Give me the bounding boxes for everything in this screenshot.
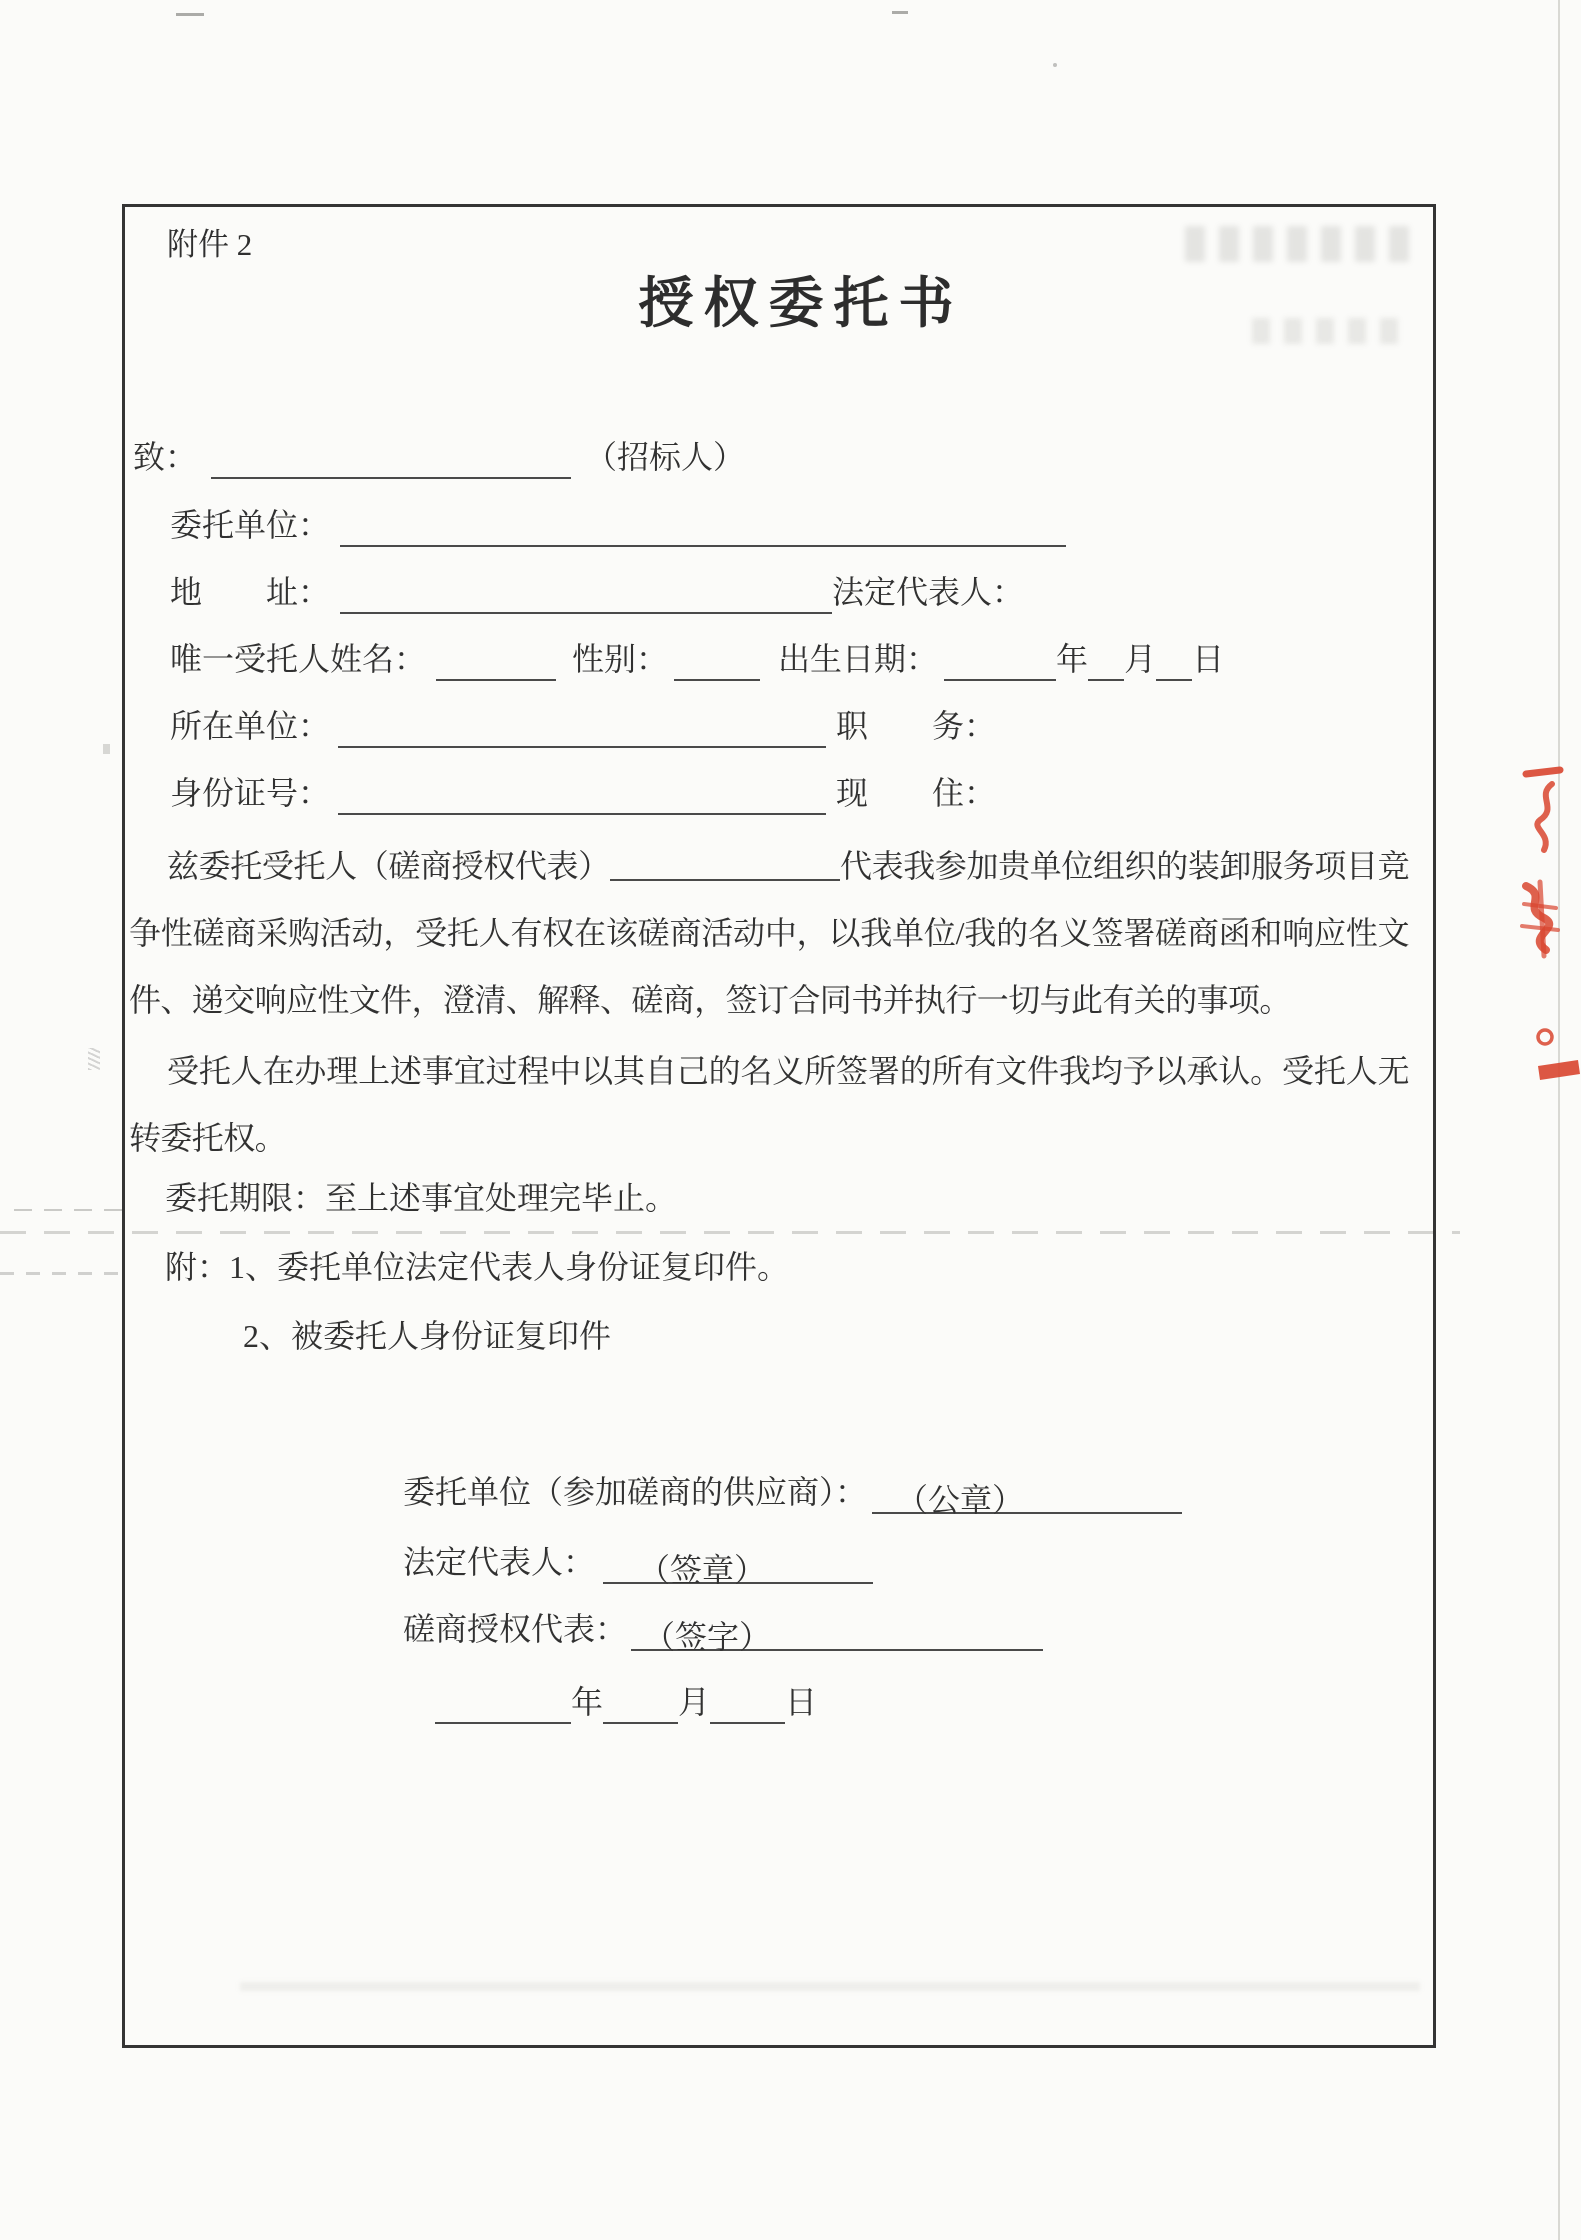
blank-line-birth-month xyxy=(1088,645,1124,681)
day-label: 日 xyxy=(1192,641,1225,677)
address-label: 地 址： xyxy=(170,574,331,610)
scan-artifact-line xyxy=(0,1272,120,1275)
signature-row-authorized-representative xyxy=(403,1607,1043,1655)
blank-line-representative-signature xyxy=(631,1615,1043,1655)
blank-line-address xyxy=(340,578,832,614)
blank-line-unit-seal xyxy=(872,1478,1182,1518)
field-row-work-unit xyxy=(170,704,996,748)
scan-speck xyxy=(892,11,908,14)
scan-speck xyxy=(1053,63,1057,67)
gender-label: 性别： xyxy=(572,641,669,677)
blank-line-gender xyxy=(674,645,760,681)
document-title: 授权委托书 xyxy=(638,273,964,334)
id-number-label: 身份证号： xyxy=(170,775,331,811)
signature-date-line xyxy=(435,1680,817,1724)
tenderer-paren-label: （招标人） xyxy=(585,439,746,475)
signature-row-legal-representative xyxy=(403,1540,873,1588)
attachment-item-2: 2、被委托人身份证复印件 xyxy=(243,1318,612,1354)
field-row-to xyxy=(133,435,745,479)
attachment-label: 附件 2 xyxy=(167,227,253,262)
work-unit-label: 所在单位： xyxy=(170,708,331,744)
attachment-item-1: 附：1、委托单位法定代表人身份证复印件。 xyxy=(165,1249,790,1285)
blank-line-to xyxy=(211,443,571,479)
authorization-suffix: 代表我参加贵单位组织的装卸服务项目竞争性磋商采购活动，受托人有权在该磋商活动中，以我单位/我的名义签署磋商函和响应性文件、递交响应性文件，澄清、解释、磋商，签订合同书并执行一切与此有关的事项。 xyxy=(129,848,1409,1018)
scan-speck xyxy=(176,13,204,16)
blank-line-date-year xyxy=(435,1688,571,1724)
blank-line-date-month xyxy=(603,1688,678,1724)
red-stamp-fragment-icon xyxy=(1522,758,1564,860)
to-label: 致： xyxy=(133,439,198,475)
entrustment-term-line: 委托期限：至上述事宜处理完毕止。 xyxy=(165,1180,678,1216)
red-stamp-fragment-icon xyxy=(1516,878,1562,962)
entrusting-unit-label: 委托单位： xyxy=(170,507,331,543)
authorization-prefix: 兹委托受托人（磋商授权代表） xyxy=(167,848,610,884)
signature-representative-label: 磋商授权代表： xyxy=(403,1611,628,1647)
blank-line-trustee-name xyxy=(436,645,556,681)
blank-line-birth-year xyxy=(944,645,1056,681)
red-stamp-fragment-icon xyxy=(1534,1024,1581,1084)
blank-line-id-number xyxy=(338,779,826,815)
paragraph-authorization xyxy=(129,833,1409,1034)
signature-unit-label: 委托单位（参加磋商的供应商）： xyxy=(403,1474,868,1510)
scan-artifact-line xyxy=(14,1209,124,1211)
scan-edge-line xyxy=(1558,0,1560,2240)
residence-label: 现 住： xyxy=(836,775,997,811)
blank-line-work-unit xyxy=(338,712,826,748)
blank-line-representative-name xyxy=(610,851,840,881)
position-label: 职 务： xyxy=(836,708,997,744)
trustee-name-label: 唯一受托人姓名： xyxy=(170,641,427,677)
signature-row-unit xyxy=(403,1470,1182,1518)
form-border-box xyxy=(122,204,1436,2048)
signature-legal-label: 法定代表人： xyxy=(403,1544,596,1580)
blank-line-birth-day xyxy=(1156,645,1192,681)
blank-line-date-day xyxy=(710,1688,785,1724)
date-day-label: 日 xyxy=(785,1684,818,1720)
month-label: 月 xyxy=(1124,641,1157,677)
field-row-trustee xyxy=(170,637,1224,681)
field-row-id-number xyxy=(170,771,996,815)
signature-placeholder: （签字） xyxy=(643,1619,772,1655)
date-year-label: 年 xyxy=(571,1684,604,1720)
blank-line-legal-seal xyxy=(603,1548,873,1588)
scan-speck xyxy=(103,744,110,754)
official-seal-placeholder: （公章） xyxy=(896,1482,1025,1518)
field-row-entrusting-unit xyxy=(170,503,1066,547)
year-label: 年 xyxy=(1056,641,1089,677)
scan-speck xyxy=(88,1048,100,1070)
birth-date-label: 出生日期： xyxy=(778,641,939,677)
paragraph-acknowledgement: 受托人在办理上述事宜过程中以其自己的名义所签署的所有文件我均予以承认。受托人无转委托权。 xyxy=(129,1053,1409,1156)
legal-representative-label: 法定代表人： xyxy=(832,574,1025,610)
legal-seal-placeholder: （签章） xyxy=(638,1552,767,1588)
blank-line-unit xyxy=(340,511,1066,547)
date-month-label: 月 xyxy=(678,1684,711,1720)
field-row-address xyxy=(170,570,1024,614)
